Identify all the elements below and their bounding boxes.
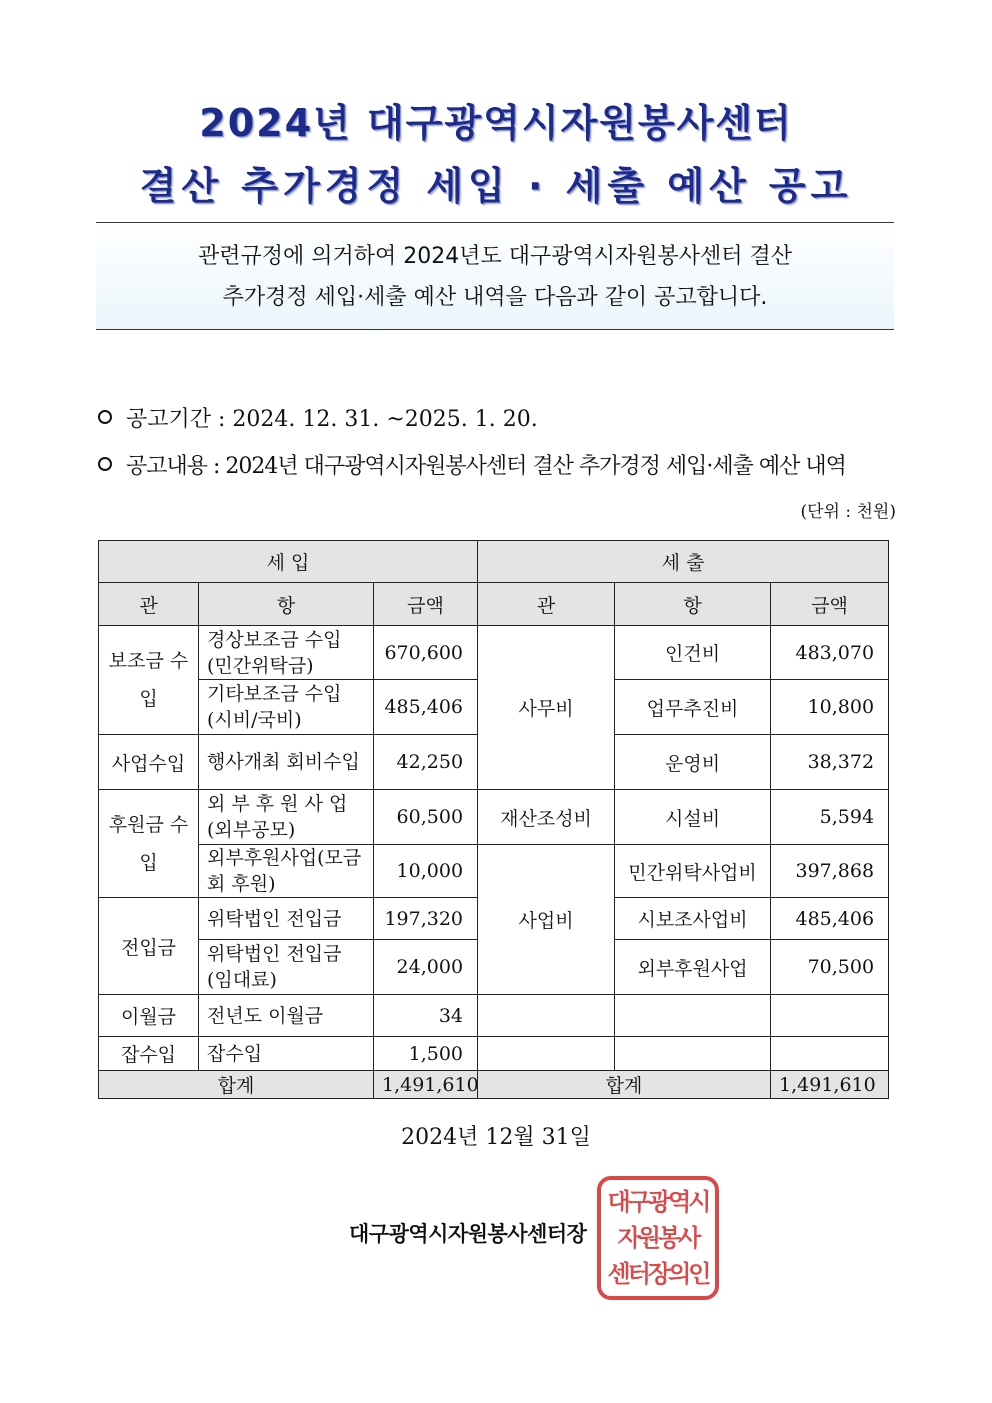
revenue-hang: 위탁법인 전입금(임대료) <box>199 940 374 995</box>
revenue-hang: 기타보조금 수입(시비/국비) <box>199 680 374 735</box>
revenue-hang: 전년도 이월금 <box>199 995 374 1037</box>
notice-content-text: 공고내용 : 2024년 대구광역시자원봉사센터 결산 추가경정 세입·세출 예산 내역 <box>126 454 846 479</box>
notice-content <box>98 449 846 480</box>
expense-hang: 민간위탁사업비 <box>615 845 771 898</box>
seal-line: 자원봉사 <box>617 1224 699 1252</box>
expense-hang: 업무추진비 <box>615 680 771 735</box>
circle-bullet-icon <box>98 410 112 424</box>
seal-line: 대구광역시 <box>607 1188 709 1216</box>
empty-cell <box>615 1037 771 1071</box>
col-hang: 항 <box>199 583 374 626</box>
notice-date: 2024년 12월 31일 <box>401 1125 591 1150</box>
intro-box <box>96 222 894 330</box>
revenue-hang: 잡수입 <box>199 1037 374 1071</box>
empty-cell <box>615 995 771 1037</box>
official-seal-icon <box>597 1176 719 1300</box>
notice-period <box>98 402 538 433</box>
revenue-amount: 670,600 <box>374 626 478 680</box>
revenue-amount: 197,320 <box>374 898 478 940</box>
expense-amount: 397,868 <box>771 845 889 898</box>
revenue-amount: 10,000 <box>374 845 478 898</box>
budget-table <box>98 540 889 1099</box>
col-amount: 금액 <box>374 583 478 626</box>
empty-cell <box>771 1037 889 1071</box>
intro-line2: 추가경정 세입·세출 예산 내역을 다음과 같이 공고합니다. <box>222 285 768 310</box>
seal-line: 센터장의인 <box>607 1260 709 1288</box>
revenue-total: 1,491,610 <box>374 1071 478 1099</box>
col-amount: 금액 <box>771 583 889 626</box>
notice-title-line1: 2024년 대구광역시자원봉사센터 <box>199 101 793 145</box>
revenue-amount: 485,406 <box>374 680 478 735</box>
expense-hang: 운영비 <box>615 735 771 790</box>
expense-total-label: 합계 <box>478 1071 771 1099</box>
unit-label: (단위 : 천원) <box>800 502 896 522</box>
expense-gwan: 사업비 <box>478 845 615 995</box>
revenue-gwan: 이월금 <box>99 995 199 1037</box>
revenue-total-label: 합계 <box>99 1071 374 1099</box>
revenue-gwan: 전입금 <box>99 898 199 995</box>
revenue-gwan: 잡수입 <box>99 1037 199 1071</box>
expense-hang: 시보조사업비 <box>615 898 771 940</box>
revenue-hang: 행사개최 회비수입 <box>199 735 374 790</box>
revenue-amount: 34 <box>374 995 478 1037</box>
revenue-amount: 1,500 <box>374 1037 478 1071</box>
expense-amount: 483,070 <box>771 626 889 680</box>
revenue-hang: 외 부 후 원 사 업(외부공모) <box>199 790 374 845</box>
expense-hang: 시설비 <box>615 790 771 845</box>
revenue-hang: 외부후원사업(모금회 후원) <box>199 845 374 898</box>
circle-bullet-icon <box>98 457 112 471</box>
notice-title-line2: 결산 추가경정 세입 · 세출 예산 공고 <box>139 164 853 208</box>
empty-cell <box>478 1037 615 1071</box>
revenue-amount: 24,000 <box>374 940 478 995</box>
col-hang: 항 <box>615 583 771 626</box>
empty-cell <box>478 995 615 1037</box>
empty-cell <box>771 995 889 1037</box>
revenue-hang: 위탁법인 전입금 <box>199 898 374 940</box>
expense-hang: 인건비 <box>615 626 771 680</box>
expense-amount: 485,406 <box>771 898 889 940</box>
expense-amount: 70,500 <box>771 940 889 995</box>
revenue-hang: 경상보조금 수입(민간위탁금) <box>199 626 374 680</box>
expense-gwan: 재산조성비 <box>478 790 615 845</box>
expense-amount: 5,594 <box>771 790 889 845</box>
expense-gwan: 사무비 <box>478 626 615 790</box>
expense-total: 1,491,610 <box>771 1071 889 1099</box>
signer-name: 대구광역시자원봉사센터장 <box>349 1221 587 1246</box>
expense-hang: 외부후원사업 <box>615 940 771 995</box>
revenue-header: 세 입 <box>99 541 478 583</box>
expense-header: 세 출 <box>478 541 889 583</box>
col-gwan: 관 <box>99 583 199 626</box>
revenue-amount: 42,250 <box>374 735 478 790</box>
expense-amount: 10,800 <box>771 680 889 735</box>
intro-line1: 관련규정에 의거하여 2024년도 대구광역시자원봉사센터 결산 <box>197 244 792 269</box>
revenue-gwan: 사업수입 <box>99 735 199 790</box>
expense-amount: 38,372 <box>771 735 889 790</box>
revenue-amount: 60,500 <box>374 790 478 845</box>
revenue-gwan: 후원금 수입 <box>99 790 199 898</box>
notice-period-text: 공고기간 : 2024. 12. 31. ~2025. 1. 20. <box>126 407 538 432</box>
col-gwan: 관 <box>478 583 615 626</box>
revenue-gwan: 보조금 수입 <box>99 626 199 735</box>
